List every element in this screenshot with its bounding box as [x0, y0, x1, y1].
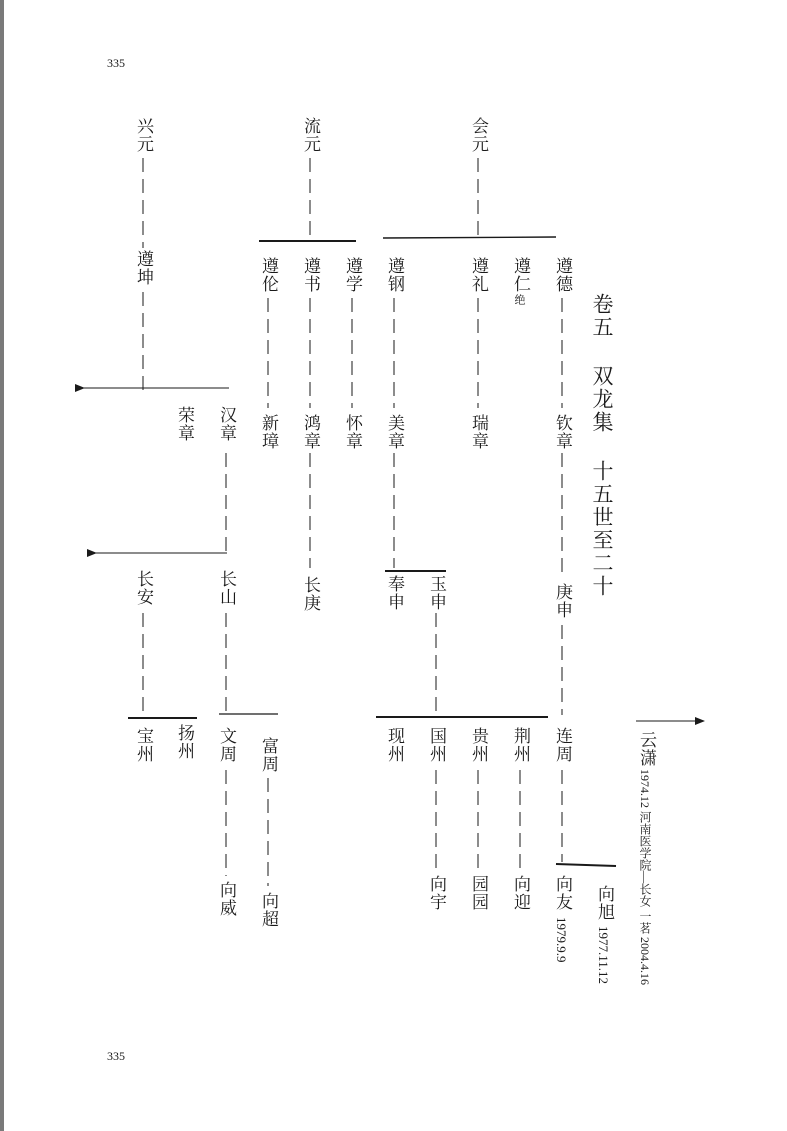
person-jingzhou: 荆州 [510, 727, 530, 763]
person-qinzhang: 钦章 [552, 414, 572, 450]
person-zunli: 遵礼 [468, 257, 488, 293]
person-wenzhou: 文周 [216, 727, 236, 763]
person-zunshu: 遵书 [300, 257, 320, 293]
person-huaizhang: 怀章 [342, 414, 362, 450]
person-liuyuan: 流元 [300, 117, 320, 153]
person-rongzhang: 荣章 [174, 406, 194, 442]
bar-lianzhou [556, 864, 616, 866]
person-gengshen: 庚申 [552, 583, 572, 619]
person-yunxiao: 云潇 [636, 731, 656, 767]
person-changan: 长安 [133, 570, 153, 606]
person-xinzhang: 新璋 [258, 414, 278, 450]
person-zunxue: 遵学 [342, 257, 362, 293]
person-xiangxu: 向旭 [594, 885, 614, 921]
person-meizhang: 美章 [384, 414, 404, 450]
person-hongzhang: 鸿章 [300, 414, 320, 450]
person-ruizhang: 瑞章 [468, 414, 488, 450]
person-xingyuan: 兴元 [133, 117, 153, 153]
person-fengshen: 奉申 [384, 575, 404, 611]
person-zunkun: 遵坤 [133, 250, 153, 286]
person-changshan: 长山 [216, 570, 236, 606]
person-baozhou: 宝州 [133, 727, 153, 763]
person-zunde: 遵德 [552, 257, 572, 293]
date-xiangyou: 1979.9.9 [554, 917, 569, 963]
person-yuanyuan: 园园 [468, 875, 488, 911]
note-yunxiao-detail: 1974.12 河南医学院—长女 一茗 2004.4.16 [638, 769, 652, 985]
person-xiangyu: 向宇 [426, 875, 446, 911]
person-lianzhou: 连周 [552, 727, 572, 763]
person-zunlun: 遵伦 [258, 257, 278, 293]
page-number-top: 335 [107, 56, 125, 70]
person-huiyuan: 会元 [468, 117, 488, 153]
page-title: 卷五 双龙集 十五世至二十 [590, 293, 614, 598]
person-xiangying: 向迎 [510, 875, 530, 911]
person-changgeng: 长庚 [300, 576, 320, 612]
person-hanzhang: 汉章 [216, 406, 236, 442]
page-number-bottom: 335 [107, 1049, 125, 1063]
person-xiangwei: 向威 [216, 881, 236, 917]
person-xiangyou: 向友 [552, 875, 572, 911]
person-xianzhou: 现州 [384, 727, 404, 763]
note-zunren-extinct: 绝 [513, 294, 526, 305]
person-xiangchao: 向超 [258, 892, 278, 928]
person-yushen: 玉申 [426, 575, 446, 611]
bar-huiyuan [383, 237, 556, 238]
person-zunren: 遵仁 [510, 257, 530, 293]
person-guozhou: 国州 [426, 727, 446, 763]
person-zungang: 遵钢 [384, 257, 404, 293]
person-yangzhou: 扬州 [174, 724, 194, 760]
person-fuzhou: 富周 [258, 737, 278, 773]
person-guizhou: 贵州 [468, 727, 488, 763]
date-xiangxu: 1977.11.12 [596, 926, 611, 985]
